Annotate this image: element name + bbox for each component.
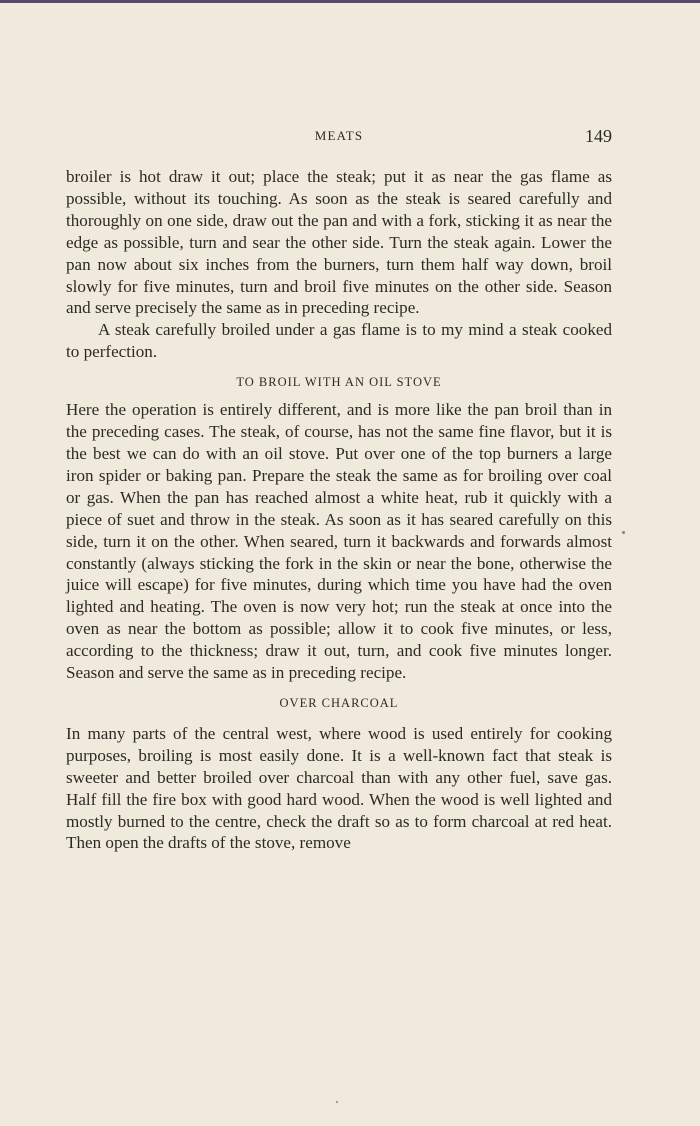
- paragraph-gas-flame-perfection: A steak carefully broiled under a gas flame is to my mind a steak cooked to perfection.: [66, 320, 612, 362]
- page-number: 149: [585, 126, 612, 146]
- paragraph-gas-broil-continued: broiler is hot draw it out; place the steak; put it as near the gas flame as possible, without its touching. As soon as the steak is seared carefully and thoroughly on one side, draw out the pan and with a fork, sticking it as near the edge as possible, turn and sear the other side. Turn the steak again. Lower the pan now about six inches from the burners, turn them half way down, broil slowly for five minutes, turn and broil five minutes on the other side. Season and serve precisely the same as in preceding recipe.: [66, 167, 612, 318]
- book-page: [66, 126, 612, 854]
- section-heading-charcoal: OVER CHARCOAL: [279, 695, 399, 710]
- page-top-edge: [0, 0, 700, 3]
- paragraph-oil-stove: Here the operation is entirely different, and is more like the pan broil than in the preceding cases. The steak, of course, has not the same fine flavor, but it is the best we can do with an oil stove. Put over one of the top burners a large iron spider or baking pan. Prepare the steak the same as for broiling over coal or gas. When the pan has reached almost a white heat, rub it quickly with a piece of suet and throw in the steak. As soon as it has seared carefully on this side, turn it on the other. When seared, turn it backwards and forwards almost constantly (always sticking the fork in the skin or near the bone, otherwise the juice will escape) for five minutes, during which time you have had the oven lighted and heating. The oven is now very hot; run the steak at once into the oven as near the bottom as possible; allow it to cook five minutes, or less, according to the thickness; draw it out, turn, and cook five minutes longer. Season and serve the same as in preceding recipe.: [66, 400, 612, 683]
- paper-speck: [622, 531, 625, 534]
- paragraph-charcoal: In many parts of the central west, where wood is used entirely for cooking purposes, broiling is most easily done. It is a well-known fact that steak is sweeter and better broiled over charcoal than with any other fuel, save gas. Half fill the fire box with good hard wood. When the wood is well lighted and mostly burned to the centre, check the draft so as to form charcoal at red heat. Then open the drafts of the stove, remove: [66, 723, 612, 853]
- section-heading-oil-stove: TO BROIL WITH AN OIL STOVE: [236, 375, 442, 390]
- paper-speck: [336, 1101, 338, 1103]
- running-head: [66, 126, 612, 150]
- running-title: MEATS: [314, 128, 364, 143]
